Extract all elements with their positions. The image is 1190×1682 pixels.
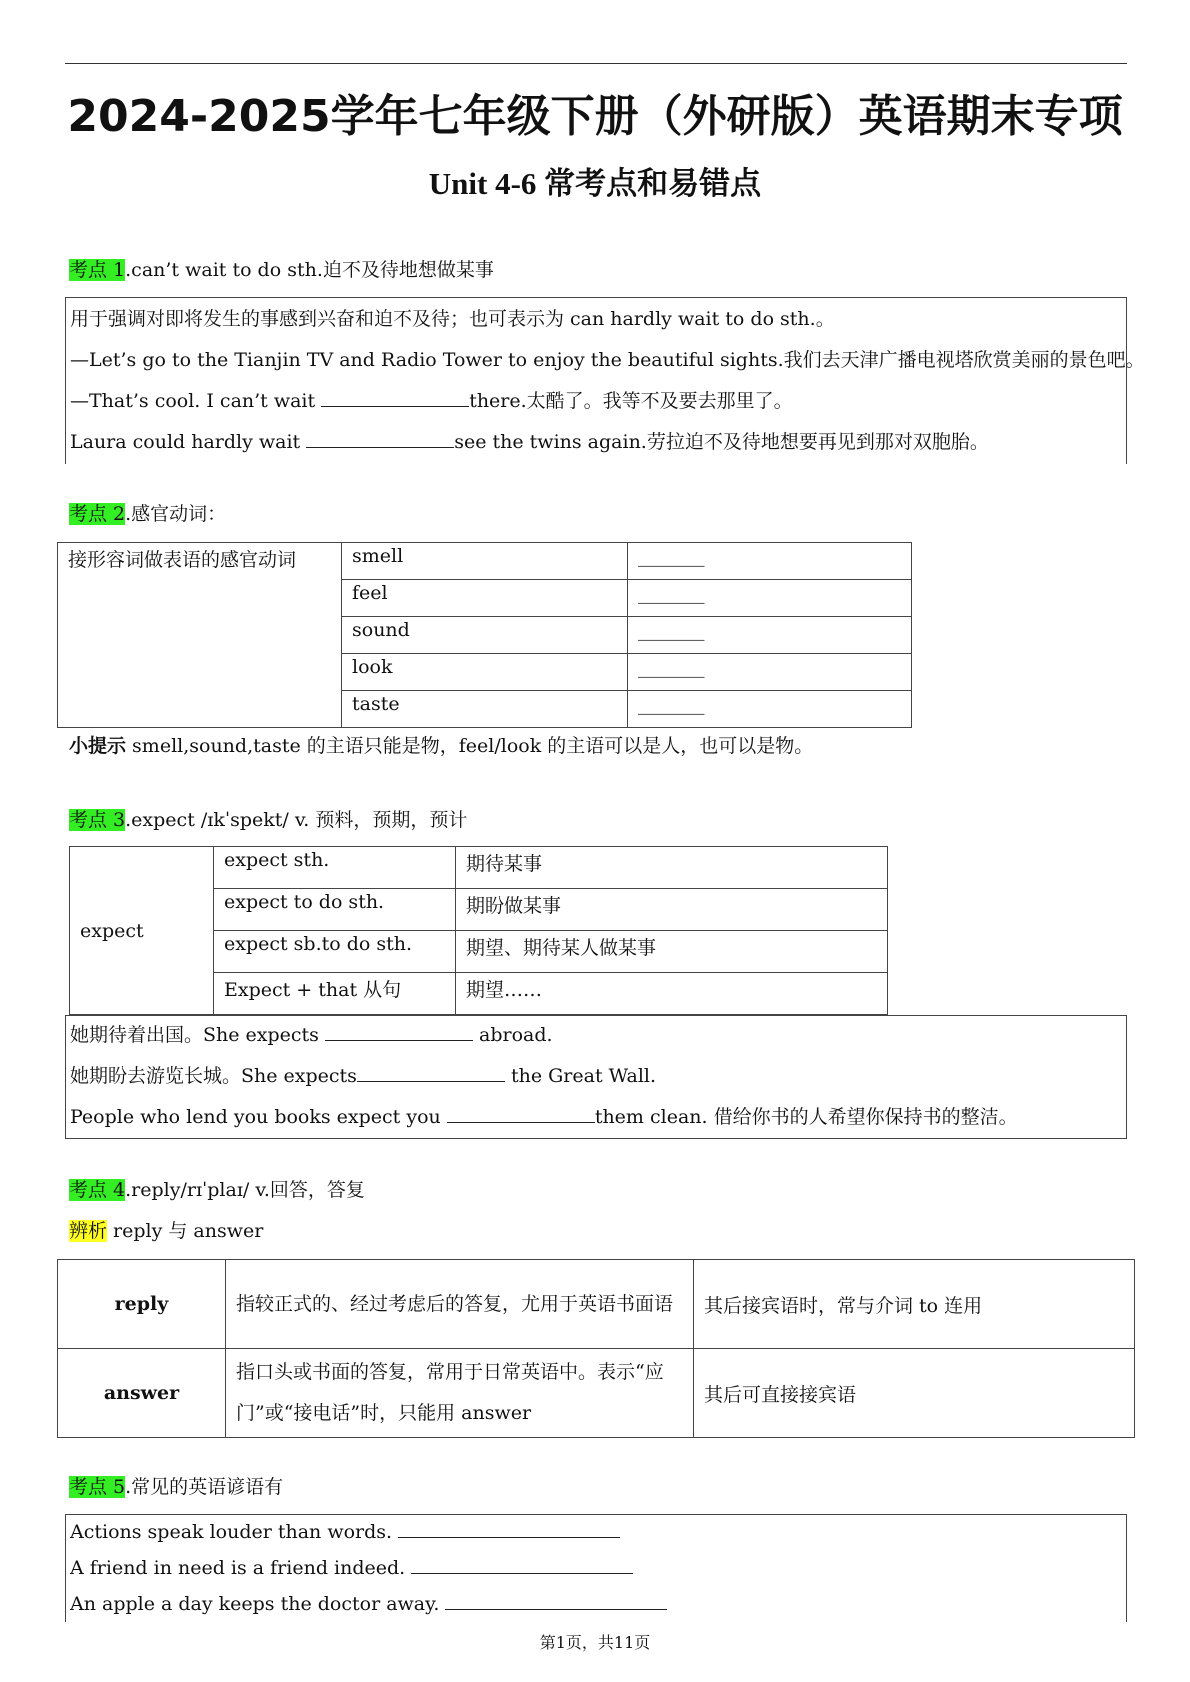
expect-meaning: 期望、期待某人做某事 xyxy=(456,931,888,973)
sense-verb: feel xyxy=(342,580,628,617)
proverb-line: Actions speak louder than words. xyxy=(70,1519,620,1543)
point2-tag: 考点 2 xyxy=(69,503,126,525)
tip-label: 小提示 xyxy=(69,735,127,757)
sense-verb: smell xyxy=(342,543,628,580)
expect-phrase: expect sb.to do sth. xyxy=(214,931,456,973)
sense-verb: look xyxy=(342,654,628,691)
proverb-line: A friend in need is a friend indeed. xyxy=(70,1555,633,1579)
page-footer: 第1页，共11页 xyxy=(539,1633,651,1652)
compare-desc: 指较正式的、经过考虑后的答复，尤用于英语书面语 xyxy=(226,1260,694,1349)
analysis-heading: 辨析 reply 与 answer xyxy=(69,1220,264,1242)
compare-word: answer xyxy=(58,1349,226,1438)
expect-word: expect xyxy=(70,847,214,1015)
point4-heading: 考点 4.reply/rɪˈplaɪ/ v.回答，答复 xyxy=(69,1179,365,1201)
answer-blank[interactable] xyxy=(306,429,454,448)
expect-phrase: Expect + that 从句 xyxy=(214,973,456,1015)
point3-tag: 考点 3 xyxy=(69,809,126,831)
point4-tag: 考点 4 xyxy=(69,1179,126,1201)
expect-table xyxy=(69,846,888,1015)
answer-blank[interactable] xyxy=(411,1555,633,1574)
header-rule xyxy=(65,63,1127,64)
sense-verb-blank[interactable]: _______ xyxy=(628,654,912,691)
point1-line: 用于强调对即将发生的事感到兴奋和迫不及待；也可表示为 can hardly wait to do sth.。 xyxy=(70,308,835,330)
expect-meaning: 期待某事 xyxy=(456,847,888,889)
sense-verb-category: 接形容词做表语的感官动词 xyxy=(58,543,342,728)
compare-usage: 其后可直接接宾语 xyxy=(694,1349,1135,1438)
sense-verb-blank[interactable]: _______ xyxy=(628,617,912,654)
sense-verb-blank[interactable]: _______ xyxy=(628,580,912,617)
compare-desc: 指口头或书面的答复，常用于日常英语中。表示“应门”或“接电话”时，只能用 answer xyxy=(226,1349,694,1438)
page-title: 2024-2025学年七年级下册（外研版）英语期末专项 xyxy=(67,91,1123,142)
point5-tag: 考点 5 xyxy=(69,1476,126,1498)
point1-line: Laura could hardly wait see the twins again.劳拉迫不及待地想要再见到那对双胞胎。 xyxy=(70,431,989,453)
tip-note: 小提示 smell,sound,taste 的主语只能是物，feel/look 的主语可以是人，也可以是物。 xyxy=(69,735,814,757)
sense-verb: taste xyxy=(342,691,628,728)
sense-verb-blank[interactable]: _______ xyxy=(628,691,912,728)
compare-usage: 其后接宾语时，常与介词 to 连用 xyxy=(694,1260,1135,1349)
point1-box xyxy=(65,297,1145,464)
answer-blank[interactable] xyxy=(321,388,469,407)
point3-examples-box xyxy=(65,1015,1127,1139)
analysis-tag: 辨析 xyxy=(69,1220,108,1242)
point1-heading: 考点 1.can’t wait to do sth.迫不及待地想做某事 xyxy=(69,259,494,281)
answer-blank[interactable] xyxy=(398,1519,620,1538)
expect-phrase: expect sth. xyxy=(214,847,456,889)
expect-meaning: 期盼做某事 xyxy=(456,889,888,931)
example-line: 她期盼去游览长城。She expects the Great Wall. xyxy=(70,1065,657,1087)
expect-phrase: expect to do sth. xyxy=(214,889,456,931)
page-subtitle: Unit 4-6 常考点和易错点 xyxy=(428,166,762,201)
point1-tag: 考点 1 xyxy=(69,259,126,281)
sense-verb-blank[interactable]: _______ xyxy=(628,543,912,580)
point5-heading: 考点 5.常见的英语谚语有 xyxy=(69,1476,284,1498)
point1-line: —That’s cool. I can’t wait there.太酷了。我等不及要去那里了。 xyxy=(70,390,793,412)
example-line: People who lend you books expect you them clean. 借给你书的人希望你保持书的整洁。 xyxy=(70,1106,1018,1128)
point2-heading: 考点 2.感官动词： xyxy=(69,503,227,525)
point3-heading: 考点 3.expect /ɪkˈspekt/ v. 预料，预期，预计 xyxy=(69,809,468,831)
proverbs-box xyxy=(65,1514,1127,1622)
answer-blank[interactable] xyxy=(325,1022,473,1041)
answer-blank[interactable] xyxy=(447,1104,595,1123)
sense-verb: sound xyxy=(342,617,628,654)
answer-blank[interactable] xyxy=(357,1063,505,1082)
compare-word: reply xyxy=(58,1260,226,1349)
example-line: 她期待着出国。She expects abroad. xyxy=(70,1024,553,1046)
answer-blank[interactable] xyxy=(445,1591,667,1610)
expect-meaning: 期望…… xyxy=(456,973,888,1015)
proverb-line: An apple a day keeps the doctor away. xyxy=(70,1591,667,1615)
point1-line: —Let’s go to the Tianjin TV and Radio Tower to enjoy the beautiful sights.我们去天津广播电视塔欣赏美丽的景色吧。 xyxy=(70,349,1145,371)
reply-answer-table xyxy=(57,1259,1135,1438)
sense-verbs-table xyxy=(57,542,912,728)
